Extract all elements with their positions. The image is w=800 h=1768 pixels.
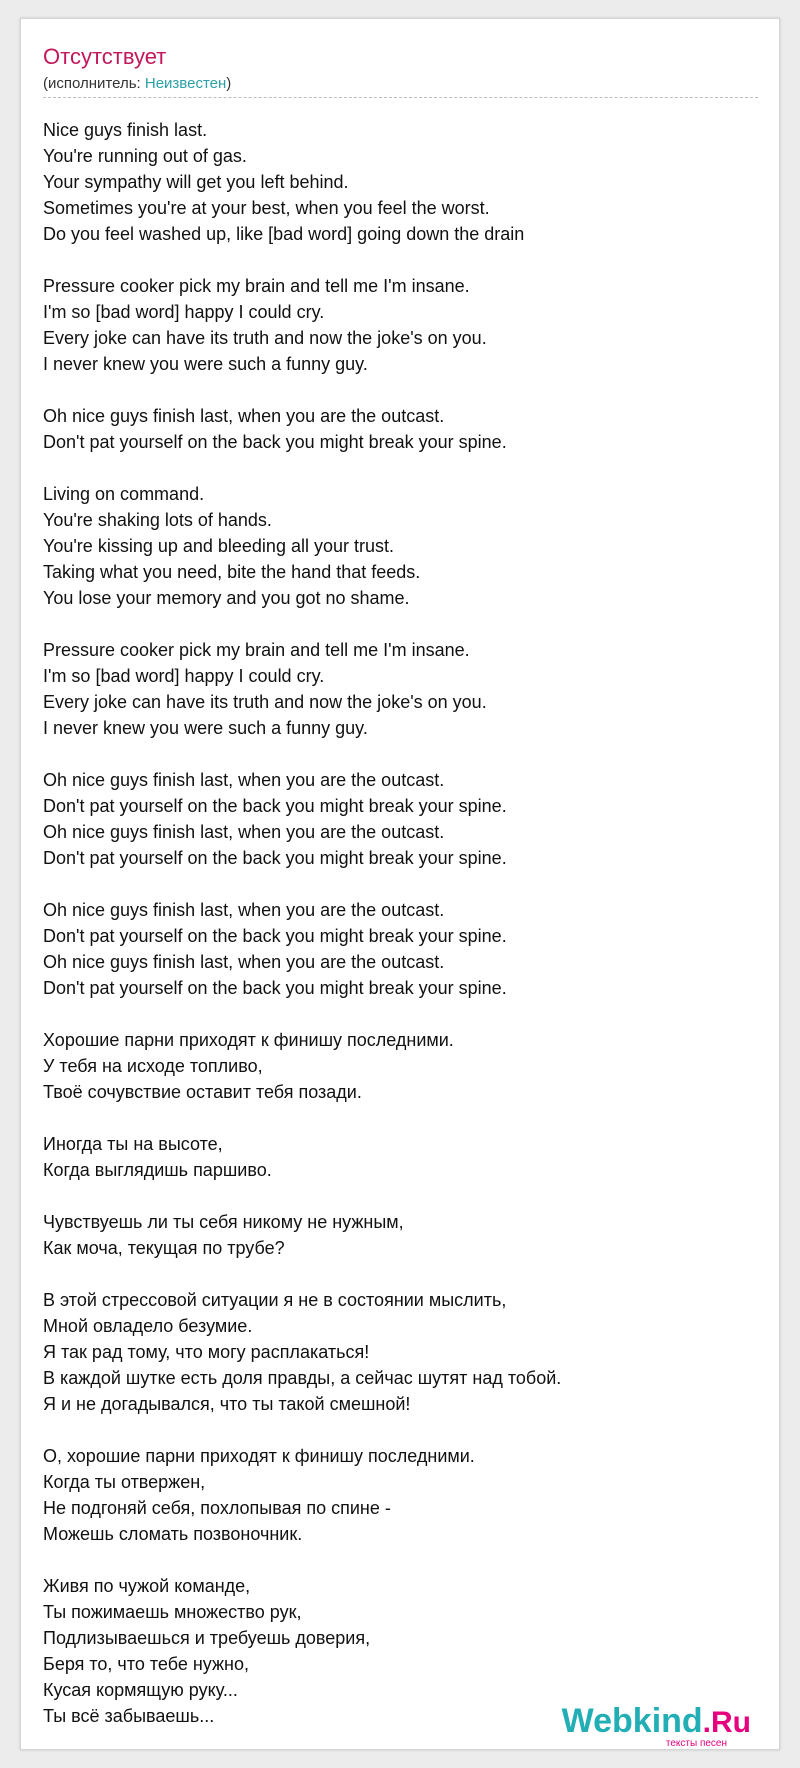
lyrics-line: Do you feel washed up, like [bad word] going down the drain xyxy=(43,224,525,244)
lyrics-line: Иногда ты на высоте, xyxy=(43,1134,223,1154)
lyrics-line: Don't pat yourself on the back you might break your spine. xyxy=(43,848,507,868)
artist-suffix: ) xyxy=(226,75,232,92)
lyrics-stanza xyxy=(43,767,743,871)
song-title: Отсутствует xyxy=(43,44,167,69)
logo-tld: .Ru xyxy=(702,1706,751,1739)
logo-tagline: тексты песен xyxy=(665,1738,727,1749)
lyrics-line: You're running out of gas. xyxy=(43,146,247,166)
lyrics-stanza xyxy=(43,637,743,741)
lyrics-line: О, хорошие парни приходят к финишу последними. xyxy=(43,1446,475,1466)
lyrics-line: I'm so [bad word] happy I could cry. xyxy=(43,302,325,322)
lyrics-page xyxy=(20,18,780,1750)
lyrics-line: Don't pat yourself on the back you might break your spine. xyxy=(43,432,507,452)
lyrics-stanza xyxy=(43,1209,743,1261)
lyrics-body xyxy=(43,117,743,1729)
lyrics-line: Taking what you need, bite the hand that feeds. xyxy=(43,562,421,582)
lyrics-stanza xyxy=(43,1443,743,1547)
artist-line xyxy=(43,74,231,94)
lyrics-line: Я и не догадывался, что ты такой смешной! xyxy=(43,1394,411,1414)
lyrics-line: Хорошие парни приходят к финишу последними. xyxy=(43,1030,454,1050)
lyrics-line: Беря то, что тебе нужно, xyxy=(43,1654,249,1674)
lyrics-line: У тебя на исходе топливо, xyxy=(43,1056,263,1076)
lyrics-line: Every joke can have its truth and now the joke's on you. xyxy=(43,328,487,348)
lyrics-line: В этой стрессовой ситуации я не в состоянии мыслить, xyxy=(43,1290,507,1310)
lyrics-line: Every joke can have its truth and now the joke's on you. xyxy=(43,692,487,712)
lyrics-line: Ты всё забываешь... xyxy=(43,1706,215,1726)
lyrics-line: You're shaking lots of hands. xyxy=(43,510,272,530)
lyrics-line: Мной овладело безумие. xyxy=(43,1316,253,1336)
lyrics-line: В каждой шутке есть доля правды, а сейчас шутят над тобой. xyxy=(43,1368,562,1388)
lyrics-line: Когда ты отвержен, xyxy=(43,1472,206,1492)
lyrics-line: Nice guys finish last. xyxy=(43,120,208,140)
lyrics-line: Oh nice guys finish last, when you are the outcast. xyxy=(43,900,445,920)
lyrics-stanza xyxy=(43,897,743,1001)
lyrics-line: I'm so [bad word] happy I could cry. xyxy=(43,666,325,686)
lyrics-line: You're kissing up and bleeding all your trust. xyxy=(43,536,394,556)
lyrics-stanza xyxy=(43,273,743,377)
lyrics-line: Я так рад тому, что могу расплакаться! xyxy=(43,1342,370,1362)
lyrics-line: Pressure cooker pick my brain and tell me I'm insane. xyxy=(43,640,470,660)
logo-wordmark xyxy=(562,1702,751,1742)
lyrics-line: Как моча, текущая по трубе? xyxy=(43,1238,285,1258)
lyrics-line: Живя по чужой команде, xyxy=(43,1576,251,1596)
lyrics-stanza xyxy=(43,1131,743,1183)
lyrics-line: Oh nice guys finish last, when you are the outcast. xyxy=(43,406,445,426)
lyrics-stanza xyxy=(43,1027,743,1105)
lyrics-stanza xyxy=(43,403,743,455)
lyrics-line: Не подгоняй себя, похлопывая по спине - xyxy=(43,1498,391,1518)
lyrics-line: You lose your memory and you got no shame. xyxy=(43,588,410,608)
lyrics-line: Living on command. xyxy=(43,484,205,504)
lyrics-line: Oh nice guys finish last, when you are the outcast. xyxy=(43,952,445,972)
lyrics-line: Ты пожимаешь множество рук, xyxy=(43,1602,302,1622)
artist-prefix: (исполнитель: xyxy=(43,75,145,92)
lyrics-line: Pressure cooker pick my brain and tell me I'm insane. xyxy=(43,276,470,296)
lyrics-stanza xyxy=(43,1287,743,1417)
lyrics-line: Кусая кормящую руку... xyxy=(43,1680,238,1700)
lyrics-line: Don't pat yourself on the back you might break your spine. xyxy=(43,926,507,946)
lyrics-stanza xyxy=(43,117,743,247)
lyrics-line: Чувствуешь ли ты себя никому не нужным, xyxy=(43,1212,404,1232)
lyrics-line: Oh nice guys finish last, when you are the outcast. xyxy=(43,770,445,790)
artist-link[interactable]: Неизвестен xyxy=(144,75,227,92)
lyrics-line: Sometimes you're at your best, when you feel the worst. xyxy=(43,198,490,218)
lyrics-line: Don't pat yourself on the back you might break your spine. xyxy=(43,796,507,816)
lyrics-line: Твоё сочувствие оставит тебя позади. xyxy=(43,1082,362,1102)
lyrics-line: Подлизываешься и требуешь доверия, xyxy=(43,1628,371,1648)
header-divider xyxy=(43,97,758,98)
lyrics-line: I never knew you were such a funny guy. xyxy=(43,718,368,738)
lyrics-line: Don't pat yourself on the back you might break your spine. xyxy=(43,978,507,998)
lyrics-stanza xyxy=(43,481,743,611)
lyrics-line: Когда выглядишь паршиво. xyxy=(43,1160,272,1180)
lyrics-line: Oh nice guys finish last, when you are the outcast. xyxy=(43,822,445,842)
site-logo[interactable] xyxy=(551,1702,751,1749)
lyrics-line: Можешь сломать позвоночник. xyxy=(43,1524,303,1544)
lyrics-line: Your sympathy will get you left behind. xyxy=(43,172,349,192)
lyrics-line: I never knew you were such a funny guy. xyxy=(43,354,368,374)
logo-brand: Webkind xyxy=(561,1702,703,1740)
